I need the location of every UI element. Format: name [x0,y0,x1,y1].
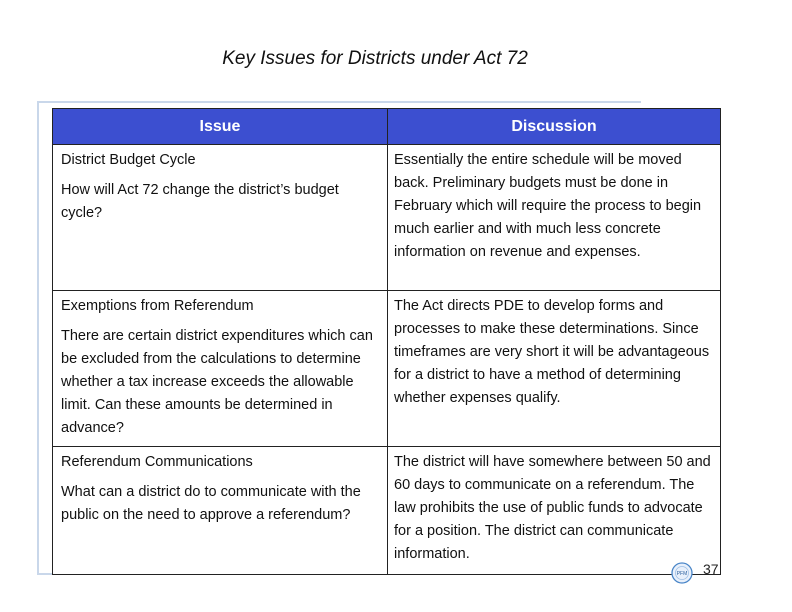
page-number: 37 [703,561,719,577]
issue-cell [53,447,388,575]
discussion-cell [388,447,721,575]
frame-line-left [37,101,39,575]
frame-line-bottom [37,573,53,575]
table-header-row [53,109,721,145]
frame-line-top [37,101,641,103]
discussion-cell [388,291,721,447]
issue-title: District Budget Cycle [61,152,196,168]
issue-question: What can a district do to communicate with the public on the need to approve a referendum? [61,484,361,523]
issue-title: Referendum Communications [61,454,253,470]
issue-cell [53,145,388,291]
pfm-logo [667,561,698,585]
discussion-text: The district will have somewhere between 50 and 60 days to communicate on a referendum. The law prohibits the use of public funds to advocate for a position. The district can communicate information. [394,454,711,562]
table-row [53,291,721,447]
issues-table [52,108,721,575]
table-row [53,447,721,575]
issue-column-header: Issue [53,109,388,145]
discussion-text: Essentially the entire schedule will be moved back. Preliminary budgets must be done in February which will require the process to begin much earlier and with much less concrete information on revenue and expenses. [394,152,702,260]
pfm-logo-text: PFM [676,571,688,577]
issue-cell [53,291,388,447]
issue-question: There are certain district expenditures which can be excluded from the calculations to determine whether a tax increase exceeds the allowable limit. Can these amounts be determined in advance? [61,328,373,436]
issue-title: Exemptions from Referendum [61,298,254,314]
discussion-cell [388,145,721,291]
discussion-text: The Act directs PDE to develop forms and processes to make these determinations. Since timeframes are very short it will be advantageous for a district to have a method of determining whether expenses qualify. [394,298,710,406]
table-row [53,145,721,291]
slide-title: Key Issues for Districts under Act 72 [222,48,528,69]
issue-question: How will Act 72 change the district’s budget cycle? [61,182,339,221]
discussion-column-header: Discussion [388,109,721,145]
